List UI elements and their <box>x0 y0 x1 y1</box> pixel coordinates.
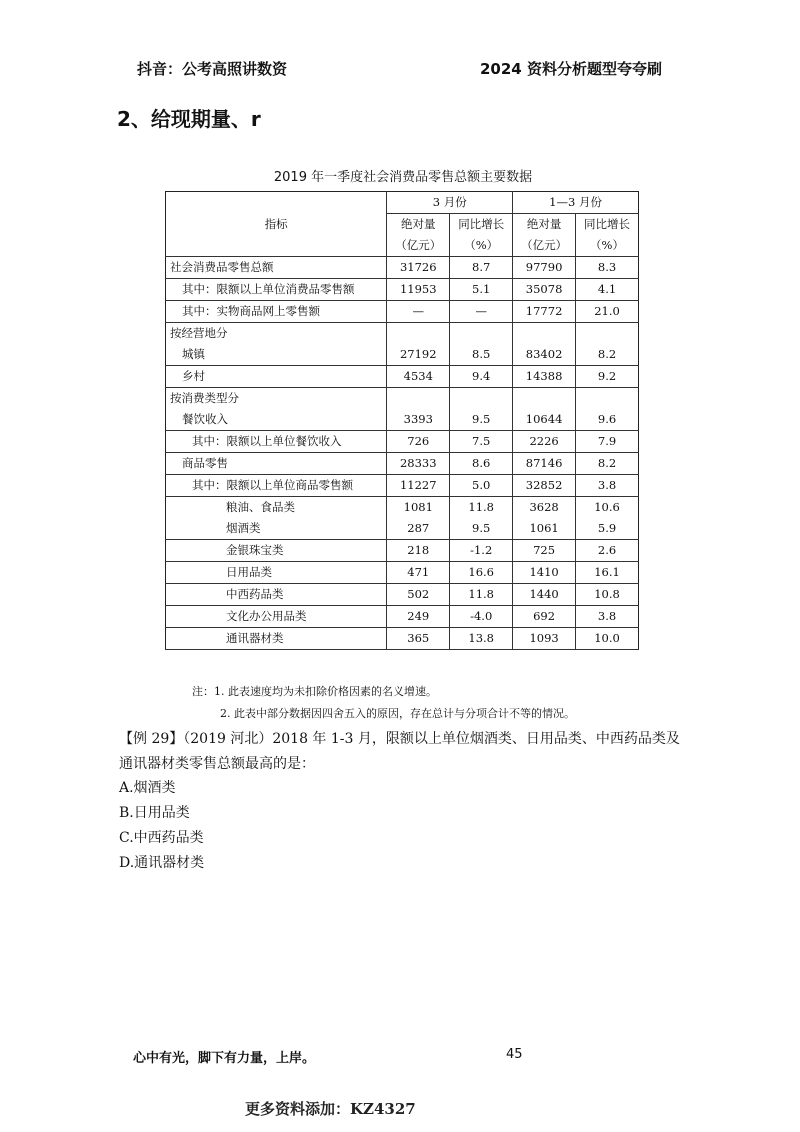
table-row <box>166 431 639 453</box>
march-growth-cell: — <box>450 301 513 323</box>
q1-abs-cell: 3628 <box>513 497 576 519</box>
q1-abs-cell: 83402 <box>513 344 576 366</box>
note-2: 2. 此表中部分数据因四舍五入的原因，存在总计与分项合计不等的情况。 <box>220 707 575 720</box>
march-growth-cell: 11.8 <box>450 497 513 519</box>
march-growth-cell: 16.6 <box>450 562 513 584</box>
table-row <box>166 344 639 366</box>
q1-growth-cell: 2.6 <box>576 540 639 562</box>
march-abs-cell: 11227 <box>387 475 450 497</box>
march-growth-cell: 7.5 <box>450 431 513 453</box>
table-row <box>166 562 639 584</box>
row-name: 烟酒类 <box>166 518 387 540</box>
row-name: 日用品类 <box>166 562 387 584</box>
table-row <box>166 453 639 475</box>
march-abs-cell: 726 <box>387 431 450 453</box>
march-growth-cell: 9.5 <box>450 409 513 431</box>
row-name: 其中：限额以上单位商品零售额 <box>166 475 387 497</box>
row-name: 商品零售 <box>166 453 387 475</box>
footer-contact: 更多资料添加：KZ4327 <box>245 1100 416 1118</box>
q1-growth-cell: 8.2 <box>576 344 639 366</box>
q1-abs-cell: 1440 <box>513 584 576 606</box>
row-name: 按经营地分 <box>166 323 387 345</box>
table-header-row-1 <box>166 192 639 214</box>
march-growth-cell: 8.6 <box>450 453 513 475</box>
q1-group-header: 1—3 月份 <box>513 192 639 214</box>
march-abs-cell: 471 <box>387 562 450 584</box>
row-name: 中西药品类 <box>166 584 387 606</box>
table-row <box>166 279 639 301</box>
table-row <box>166 518 639 540</box>
q1-growth-cell: 9.6 <box>576 409 639 431</box>
march-growth-cell: 8.7 <box>450 257 513 279</box>
q1-growth-cell: 3.8 <box>576 606 639 628</box>
table-row <box>166 257 639 279</box>
q1-abs-cell: 87146 <box>513 453 576 475</box>
q1-growth-cell: 4.1 <box>576 279 639 301</box>
table-title: 2019 年一季度社会消费品零售总额主要数据 <box>273 170 533 185</box>
table-row <box>166 606 639 628</box>
march-growth-cell: 5.0 <box>450 475 513 497</box>
table-row <box>166 301 639 323</box>
q1-abs-cell: 17772 <box>513 301 576 323</box>
march-group-header: 3 月份 <box>387 192 513 214</box>
q1-abs-unit: （亿元） <box>513 235 576 257</box>
row-name: 粮油、食品类 <box>166 497 387 519</box>
march-abs-cell <box>387 323 450 345</box>
march-growth-unit: （%） <box>450 235 513 257</box>
q1-growth-cell: 10.6 <box>576 497 639 519</box>
q1-growth-cell: 21.0 <box>576 301 639 323</box>
q1-abs-cell: 1061 <box>513 518 576 540</box>
march-growth-cell <box>450 323 513 345</box>
table-row <box>166 628 639 650</box>
row-name: 其中：限额以上单位消费品零售额 <box>166 279 387 301</box>
indicator-header: 指标 <box>166 192 387 257</box>
march-abs-cell: 4534 <box>387 366 450 388</box>
option-c: C.中西药品类 <box>119 830 204 846</box>
q1-abs-cell: 35078 <box>513 279 576 301</box>
q1-growth-cell: 16.1 <box>576 562 639 584</box>
row-name: 其中：限额以上单位餐饮收入 <box>166 431 387 453</box>
march-abs-cell: — <box>387 301 450 323</box>
march-growth-cell: 13.8 <box>450 628 513 650</box>
q1-growth-unit: （%） <box>576 235 639 257</box>
q1-growth-cell: 8.2 <box>576 453 639 475</box>
q1-abs-cell: 2226 <box>513 431 576 453</box>
march-growth-cell: 9.4 <box>450 366 513 388</box>
march-abs-unit: （亿元） <box>387 235 450 257</box>
march-growth-header: 同比增长 <box>450 214 513 236</box>
march-abs-cell: 27192 <box>387 344 450 366</box>
march-abs-cell: 218 <box>387 540 450 562</box>
q1-growth-cell: 5.9 <box>576 518 639 540</box>
q1-abs-cell: 10644 <box>513 409 576 431</box>
option-d: D.通讯器材类 <box>119 855 205 871</box>
q1-growth-header: 同比增长 <box>576 214 639 236</box>
row-name: 乡村 <box>166 366 387 388</box>
header-left: 抖音：公考高照讲数资 <box>137 60 288 78</box>
march-abs-cell: 31726 <box>387 257 450 279</box>
row-name: 文化办公用品类 <box>166 606 387 628</box>
row-name: 餐饮收入 <box>166 409 387 431</box>
row-name: 其中：实物商品网上零售额 <box>166 301 387 323</box>
table-row <box>166 540 639 562</box>
section-title: 2、给现期量、r <box>117 107 261 131</box>
q1-growth-cell: 3.8 <box>576 475 639 497</box>
march-growth-cell: 8.5 <box>450 344 513 366</box>
note-1: 注：1. 此表速度均为未扣除价格因素的名义增速。 <box>192 685 437 698</box>
march-growth-cell: 11.8 <box>450 584 513 606</box>
table-row <box>166 409 639 431</box>
question-text: 【例 29】（2019 河北）2018 年 1-3 月，限额以上单位烟酒类、日用品类、中西药品类及通讯器材类零售总额最高的是： <box>119 731 680 772</box>
march-abs-cell: 365 <box>387 628 450 650</box>
q1-growth-cell: 10.8 <box>576 584 639 606</box>
q1-abs-cell: 1093 <box>513 628 576 650</box>
march-growth-cell: -4.0 <box>450 606 513 628</box>
row-name: 按消费类型分 <box>166 388 387 410</box>
march-abs-cell: 28333 <box>387 453 450 475</box>
q1-growth-cell <box>576 388 639 410</box>
table-row <box>166 584 639 606</box>
march-growth-cell: -1.2 <box>450 540 513 562</box>
q1-abs-cell <box>513 388 576 410</box>
header-right: 2024 资料分析题型夸夸刷 <box>480 60 662 78</box>
row-name: 城镇 <box>166 344 387 366</box>
row-name: 社会消费品零售总额 <box>166 257 387 279</box>
march-abs-cell: 11953 <box>387 279 450 301</box>
march-growth-cell: 5.1 <box>450 279 513 301</box>
q1-abs-header: 绝对量 <box>513 214 576 236</box>
march-abs-cell: 287 <box>387 518 450 540</box>
march-abs-header: 绝对量 <box>387 214 450 236</box>
page-number: 45 <box>506 1047 523 1062</box>
table-row <box>166 497 639 519</box>
retail-data-table <box>165 191 639 650</box>
march-growth-cell <box>450 388 513 410</box>
q1-abs-cell: 97790 <box>513 257 576 279</box>
table-row <box>166 475 639 497</box>
march-abs-cell: 3393 <box>387 409 450 431</box>
q1-growth-cell: 8.3 <box>576 257 639 279</box>
q1-abs-cell: 692 <box>513 606 576 628</box>
q1-growth-cell <box>576 323 639 345</box>
march-growth-cell: 9.5 <box>450 518 513 540</box>
march-abs-cell: 1081 <box>387 497 450 519</box>
q1-growth-cell: 10.0 <box>576 628 639 650</box>
q1-abs-cell <box>513 323 576 345</box>
q1-abs-cell: 32852 <box>513 475 576 497</box>
table-row <box>166 388 639 410</box>
march-abs-cell: 249 <box>387 606 450 628</box>
q1-growth-cell: 7.9 <box>576 431 639 453</box>
table-row <box>166 323 639 345</box>
row-name: 金银珠宝类 <box>166 540 387 562</box>
march-abs-cell: 502 <box>387 584 450 606</box>
q1-abs-cell: 725 <box>513 540 576 562</box>
q1-abs-cell: 1410 <box>513 562 576 584</box>
option-a: A.烟酒类 <box>119 780 176 796</box>
march-abs-cell <box>387 388 450 410</box>
row-name: 通讯器材类 <box>166 628 387 650</box>
table-row <box>166 366 639 388</box>
q1-growth-cell: 9.2 <box>576 366 639 388</box>
table-notes <box>192 681 575 725</box>
footer-motto: 心中有光，脚下有力量，上岸。 <box>133 1051 316 1066</box>
option-b: B.日用品类 <box>119 805 190 821</box>
q1-abs-cell: 14388 <box>513 366 576 388</box>
